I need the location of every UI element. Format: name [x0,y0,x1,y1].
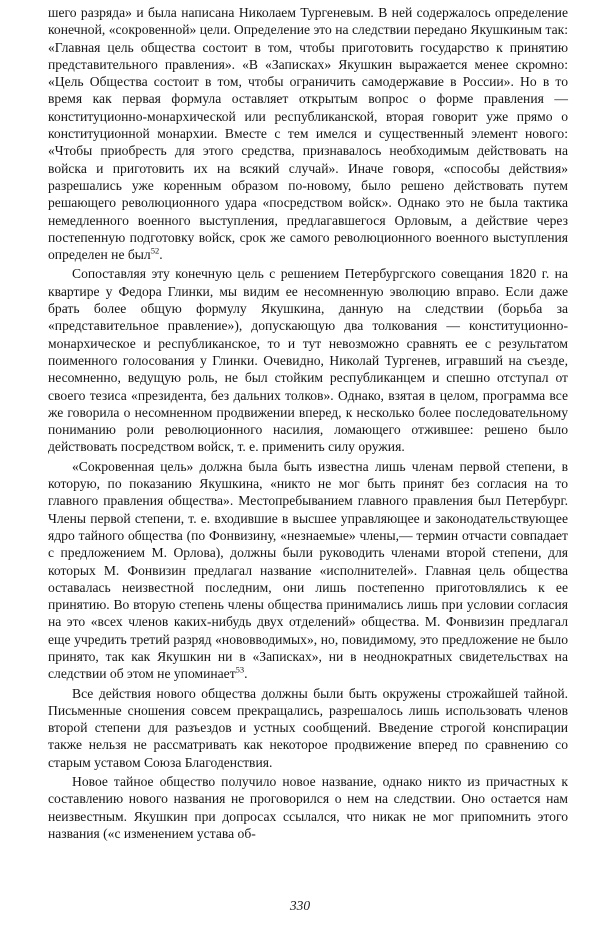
paragraph-2-text: Сопоставляя эту конечную цель с решением Петербургского совещания 1820 г. на квартире у Федора Глинки, мы видим ее несомненную эволюцию вправо. Если даже брать более общую формулу Якушкина, данную на следствии (борьба за «представительное правление»), допускающую два толкования — конституционно-монархическое и республиканское, то и тут невозможно сравнять ее с результатом поименного голосования у Глинки. Очевидно, Николай Тургенев, игравший на съезде, несомненно, ведущую роль, не был стойким республиканцем и спешно отступал от своего тезиса «президента, без дальних толков». Однако, взятая в целом, программа все же говорила о несомненном продвижении вперед, к несколько более последовательному пониманию роли революционного насилия, ломающего отжившее: решено было действовать посредством войск, т. е. применить силу оружия. [48,266,568,455]
footnote-ref-53[interactable]: 53 [235,664,245,675]
paragraph-3-tail: . [244,666,248,682]
page-number: 330 [289,898,311,913]
paragraph-3 [48,458,568,683]
paragraph-1-text: шего разряда» и была написана Николаем Тургеневым. В ней содержалось определение конечной, «сокровенной» цели. Определение это на следствии передано Якушкиным так: «Главная цель общества состоит в том, чтобы приготовить государство к принятию представительного правления». «В «Записках» Якушкин выражается менее скромно: «Цель Общества состоит в том, чтобы ограничить самодержавие в России». Но в то время как первая формула оставляет открытым вопрос о форме правления — конституционно-монархической или республиканской, вторая говорит уже прямо о конституционной монархии. Вместе с тем имелся и существенный элемент нового: «Чтобы приобресть для этого средства, признавалось необходимым действовать на войска и приготовить их на всякий случай». Иначе говоря, «способы действия» разрешались уже коренным образом по-новому, было решено действовать путем решающего революционного удара «посредством войск». Однако это не была тактика немедленного военного выступления, предлагавшегося Орловым, а действие через постепенную подготовку войск, срок же самого революционного военного выступления определен не был [48,5,568,263]
page-body [48,4,568,842]
paragraph-2 [48,265,568,455]
paragraph-4 [48,685,568,771]
paragraph-3-text: «Сокровенная цель» должна была быть известна лишь членам первой степени, в которую, по показанию Якушкина, «никто не мог быть принят без согласия на то главного правления общества». Местопребыванием главного правления был Петербург. Члены первой степени, т. е. входившие в высшее управляющее и законодательствующее ядро тайного общества (по Фонвизину, «незнаемые» члены,— термин отчасти совпадает с предложением М. Орлова), должны были руководить членами второй степени, для которых М. Фонвизин предлагал название «исполнителей». Главная цель общества оставалась неизвестной последним, они лишь постепенно приготовлялись к ее принятию. Во вторую степень члены общества принимались лишь при условии согласия на это «всех членов каких-нибудь двух отделений» общества. М. Фонвизин предлагал еще учредить третий разряд «нововводимых», но, повидимому, это предложение не было принято, так как Якушкин ни в «Записках», ни в неоднократных свидетельствах на следствии об этом не упоминает [48,458,568,682]
paragraph-5 [48,773,568,842]
paragraph-4-text: Все действия нового общества должны были быть окружены строжайшей тайной. Письменные сношения совсем прекращались, разрешалось лишь использовать членов второй степени для разъездов и устных сообщений. Введение строгой конспирации также нельзя не рассматривать как некоторое продвижение вперед по сравнению со старым уставом Союза Благоденствия. [48,685,568,770]
paragraph-1 [48,4,568,263]
paragraph-5-text: Новое тайное общество получило новое название, однако никто из причастных к составлению нового названия не проговорился о нем на следствии. Оно остается нам неизвестным. Якушкин при допросах ссылался, что никак не мог припомнить этого названия («с изменением устава об- [48,774,568,841]
footnote-ref-52[interactable]: 52 [150,245,160,256]
paragraph-1-tail: . [159,247,163,263]
